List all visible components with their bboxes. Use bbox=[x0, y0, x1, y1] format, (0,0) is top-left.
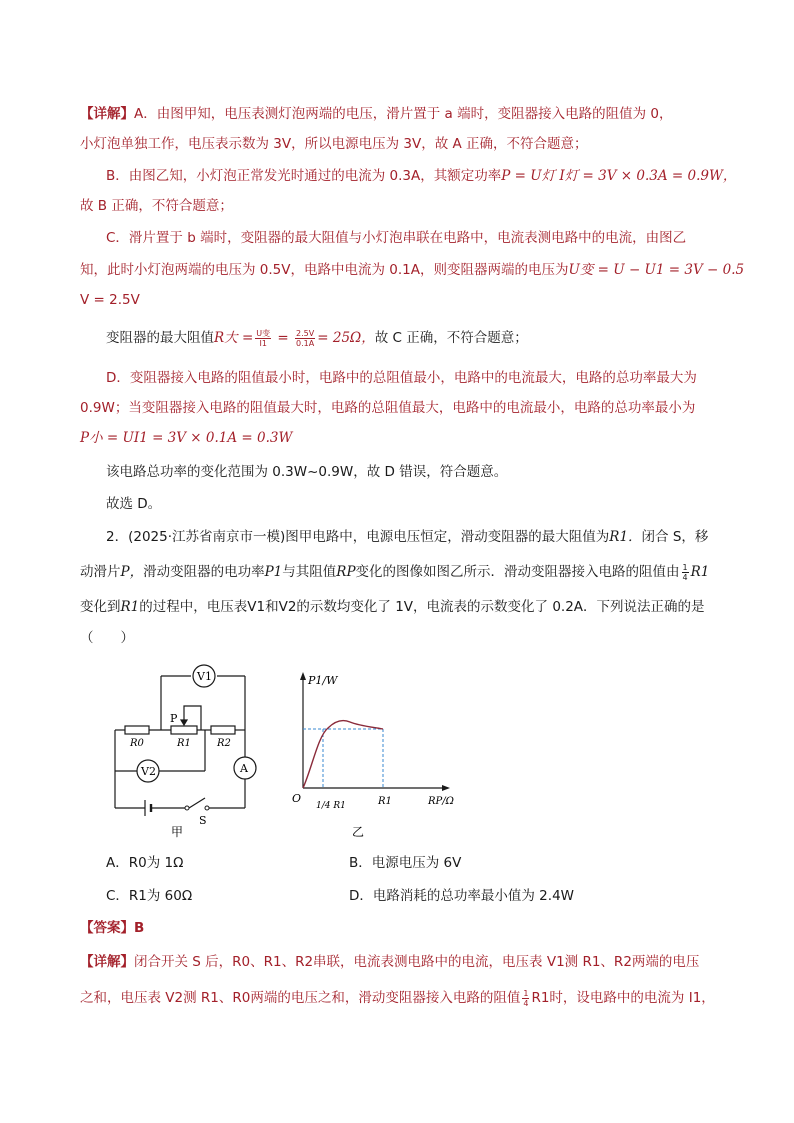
ammeter-label: A bbox=[240, 762, 248, 775]
figure-label-yi: 乙 bbox=[352, 825, 365, 839]
answer-tag: 【答案】 bbox=[80, 920, 134, 936]
detail-tag: 【详解】 bbox=[80, 954, 134, 970]
circuit-diagram bbox=[105, 660, 265, 840]
r0-label: R0 bbox=[130, 738, 144, 749]
power-formula: P = U灯 I灯 = 3V × 0.3A = 0.9W， bbox=[501, 168, 737, 184]
detail1-line-b2: 故 B 正确，不符合题意； bbox=[80, 198, 233, 214]
detail-tag: 【详解】 bbox=[80, 106, 134, 122]
r1-label: R1 bbox=[177, 738, 191, 749]
detail1-line-c4: 变阻器的最大阻值R大 = $\frac{\text{U变}}{I1}$ = $\frac{2.5V}{0.1A}$ = 25Ω，故 C 正确，不符合题意； bbox=[106, 328, 528, 348]
switch-label: S bbox=[199, 814, 207, 827]
graph-origin: O bbox=[292, 792, 302, 805]
detail1-line-c3: V = 2.5V bbox=[80, 292, 140, 308]
detail1-line-b1: B．由图乙知，小灯泡正常发光时通过的电流为 0.3A，其额定功率P = U灯 I灯 = 3V × 0.3A = 0.9W， bbox=[106, 168, 737, 184]
detail2-line2: 之和，电压表 V2测 R1、R0两端的电压之和，滑动变阻器接入电路的阻值 $\frac{1}{4}$ R1时，设电路中的电流为 I1， bbox=[80, 988, 715, 1008]
power-resistance-graph bbox=[288, 668, 468, 840]
v2-meter-label: V2 bbox=[141, 765, 156, 778]
fraction-quarter: $\frac{1}{4}$ bbox=[523, 988, 529, 1008]
question2-line2: 动滑片P，滑动变阻器的电功率P1与其阻值RP变化的图像如图乙所示．滑动变阻器接入电路的阻值由 $\frac{1}{4}$ R1 bbox=[80, 562, 710, 582]
fraction-values: $\frac{2.5V}{0.1A}$ bbox=[296, 328, 315, 348]
question2-line3: 变化到R1的过程中，电压表V1和V2的示数均变化了 1V，电流表的示数变化了 0.2A．下列说法正确的是 bbox=[80, 599, 705, 615]
figure-label-jia: 甲 bbox=[171, 825, 184, 839]
r2-label: R2 bbox=[217, 738, 231, 749]
slider-p-label: P bbox=[170, 712, 178, 725]
detail1-line-a1: 【详解】A．由图甲知，电压表测灯泡两端的电压，滑片置于 a 端时，变阻器接入电路的阻值为 0， bbox=[80, 106, 673, 122]
graph-ylabel: P1/W bbox=[308, 674, 338, 687]
answer-line bbox=[80, 918, 144, 938]
fraction-quarter: $\frac{1}{4}$ bbox=[682, 562, 688, 582]
detail1-line-c1: C．滑片置于 b 端时，变阻器的最大阻值与小灯泡串联在电路中，电流表测电路中的电流，由图乙 bbox=[106, 230, 687, 246]
answer-value: B bbox=[134, 920, 145, 936]
option-a[interactable]: A．R0为 1Ω bbox=[106, 855, 184, 871]
detail1-line-d4: 该电路总功率的变化范围为 0.3W~0.9W，故 D 错误，符合题意。 bbox=[106, 464, 508, 480]
v1-meter-label: V1 bbox=[197, 670, 212, 683]
graph-tick-r1: R1 bbox=[378, 796, 392, 807]
detail1-line-d5: 故选 D。 bbox=[106, 496, 162, 512]
voltage-formula: U变 = U − U1 = 3V − 0.5 bbox=[568, 262, 745, 278]
detail1-line-a2: 小灯泡单独工作，电压表示数为 3V，所以电源电压为 3V，故 A 正确，不符合题意； bbox=[80, 136, 588, 152]
option-c[interactable]: C．R1为 60Ω bbox=[106, 888, 193, 904]
option-d[interactable]: D．电路消耗的总功率最小值为 2.4W bbox=[349, 888, 575, 904]
min-power-formula: P小 = UI1 = 3V × 0.1A = 0.3W bbox=[80, 430, 293, 446]
detail1-line-c2: 知，此时小灯泡两端的电压为 0.5V，电路中电流为 0.1A，则变阻器两端的电压为U变 = U − U1 = 3V − 0.5 bbox=[80, 262, 745, 278]
detail1-line-d2: 0.9W；当变阻器接入电路的阻值最大时，电路的总阻值最大，电路中的电流最小，电路的总功率最小为 bbox=[80, 400, 696, 416]
graph-xlabel: RP/Ω bbox=[428, 796, 454, 807]
graph-tick-quarter-r1: 1/4 R1 bbox=[316, 801, 346, 811]
detail1-line-d1: D．变阻器接入电路的阻值最小时，电路中的总阻值最小，电路中的电流最大，电路的总功率最大为 bbox=[106, 370, 697, 386]
fraction-u-over-i: $\frac{\text{U变}}{I1}$ bbox=[256, 328, 271, 348]
question2-line4: （ ） bbox=[80, 630, 134, 646]
option-b[interactable]: B．电源电压为 6V bbox=[349, 855, 462, 871]
question2-line1: 2．(2025·江苏省南京市一模)图甲电路中，电源电压恒定，滑动变阻器的最大阻值为R1．闭合 S，移 bbox=[106, 529, 709, 545]
detail1-line-d3 bbox=[80, 428, 292, 448]
detail2-line1: 【详解】闭合开关 S 后，R0、R1、R2串联，电流表测电路中的电流，电压表 V1测 R1、R2两端的电压 bbox=[80, 954, 700, 970]
